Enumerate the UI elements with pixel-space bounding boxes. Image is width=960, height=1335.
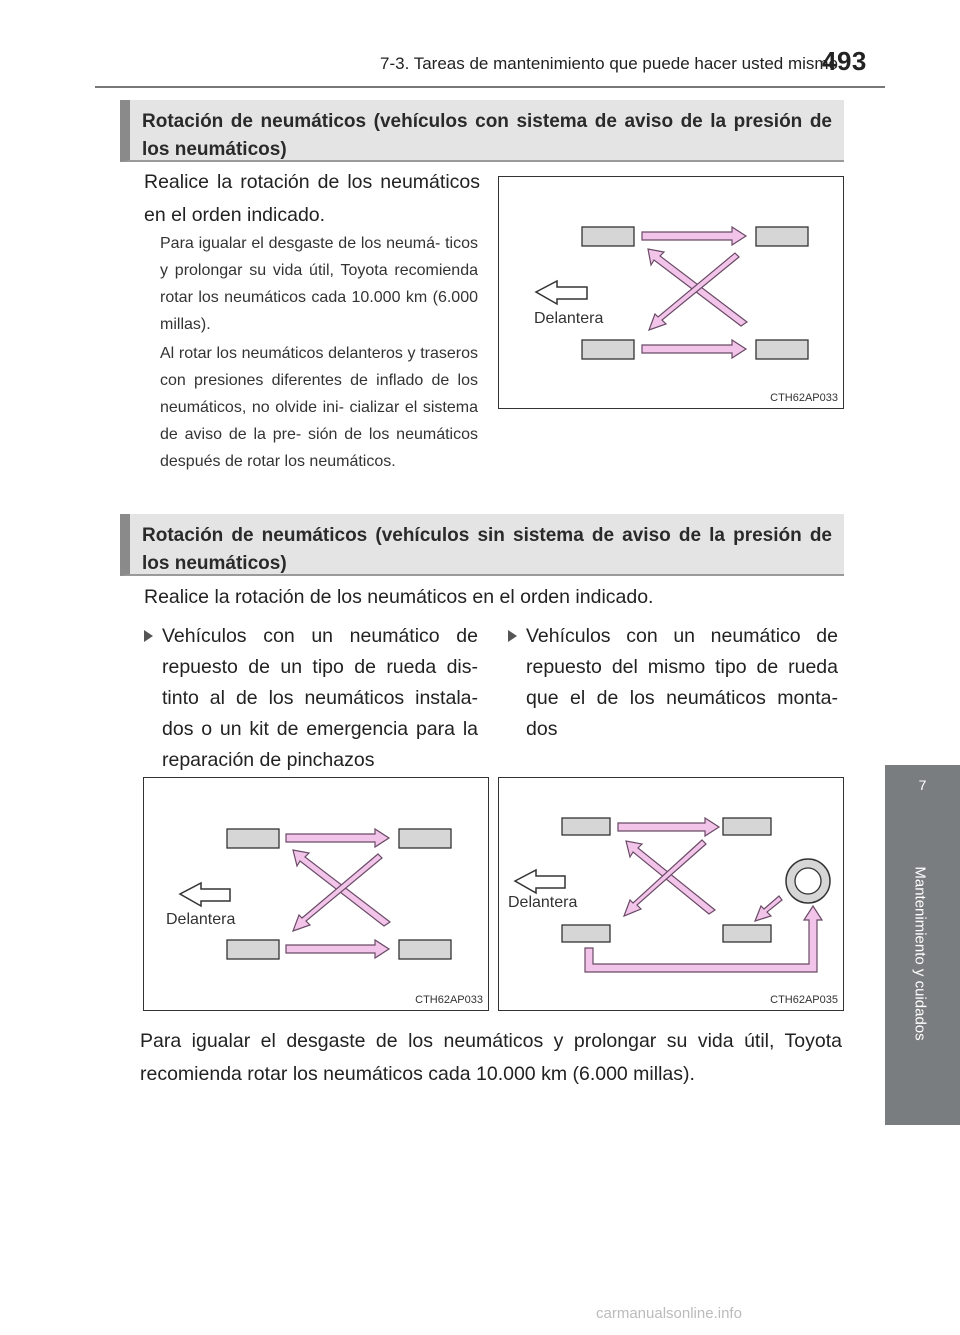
tire-front-right [562, 925, 610, 942]
bullet-text: Vehículos con un neumático de repuesto del mismo tipo de rueda que el de los neumáticos monta- dos [526, 625, 838, 740]
arrow-spare-to-rear [755, 896, 782, 921]
front-direction-arrow [180, 883, 230, 906]
section1-instruction: Realice la rotación de los neumáticos en el orden indicado. [144, 171, 480, 226]
tire-front-left [562, 818, 610, 835]
chapter-side-tab [885, 765, 960, 1125]
footer-note: Para igualar el desgaste de los neumáticos y prolongar su vida útil, Toyota recomienda rotar los neumáticos cada 10.000 km (6.000 millas). [140, 1030, 842, 1085]
spare-tire-icon [786, 859, 830, 903]
page-number: 493 [822, 46, 867, 76]
tire-rear-right [723, 925, 771, 942]
front-label: Delantera [534, 310, 604, 327]
arrow-bottom [286, 940, 389, 958]
tire-rear-left [756, 227, 808, 246]
bullet-text: Vehículos con un neumático de repuesto de un tipo de rueda dis- tinto al de los neumáticos instala- dos o un kit de emergencia para la reparación de pinchazos [162, 625, 478, 771]
arrow-top [286, 829, 389, 847]
rotation-diagram-tpms [498, 176, 844, 409]
bullet-different-spare [144, 621, 478, 776]
tire-rear-left [723, 818, 771, 835]
header-rule [95, 86, 885, 88]
watermark: carmanualsonline.info [596, 1305, 742, 1322]
bullet-triangle-icon [144, 630, 153, 642]
arrow-bottom [642, 340, 746, 358]
tire-rear-right [756, 340, 808, 359]
arrow-top [618, 818, 719, 836]
tire-front-left [227, 829, 279, 848]
bullet-triangle-icon [508, 630, 517, 642]
section-heading-without-tpms: Rotación de neumáticos (vehículos sin sistema de aviso de la presión de los neumáticos) [120, 514, 844, 576]
tire-rear-right [399, 940, 451, 959]
front-direction-arrow [536, 281, 587, 304]
tire-rear-left [399, 829, 451, 848]
chapter-number: 7 [918, 777, 927, 793]
section1-note-interval: Para igualar el desgaste de los neumá- ticos y prolongar su vida útil, Toyota recomienda rotar los neumáticos cada 10.000 km (6.000 millas). [160, 235, 478, 333]
figure-code: CTH62AP033 [770, 392, 838, 404]
chapter-label: Mantenimiento y cuidados [911, 866, 929, 1041]
arrow-front-to-spare [585, 906, 822, 972]
section2-instruction: Realice la rotación de los neumáticos en el orden indicado. [144, 586, 654, 608]
front-label: Delantera [166, 911, 236, 928]
tire-front-left [582, 227, 634, 246]
rotation-diagram-svg [144, 778, 490, 1012]
rotation-diagram-four-tires [143, 777, 489, 1011]
rotation-diagram-svg [499, 177, 845, 410]
section1-note-tpms-reset: Al rotar los neumáticos delanteros y traseros con presiones diferentes de inflado de los neumáticos, no olvide ini- cializar el sistema de aviso de la pre- sión de los neumáticos después de rotar los neumáticos. [160, 345, 478, 470]
front-label: Delantera [508, 894, 578, 911]
tire-front-right [227, 940, 279, 959]
bullet-same-spare [508, 621, 838, 745]
front-direction-arrow [515, 870, 565, 893]
arrow-top [642, 227, 746, 245]
section-heading-with-tpms: Rotación de neumáticos (vehículos con sistema de aviso de la presión de los neumáticos) [120, 100, 844, 162]
tire-front-right [582, 340, 634, 359]
running-header: 7-3. Tareas de mantenimiento que puede hacer usted mismo [380, 54, 839, 73]
figure-code: CTH62AP035 [770, 994, 838, 1006]
figure-code: CTH62AP033 [415, 994, 483, 1006]
rotation-diagram-five-tires [498, 777, 844, 1011]
